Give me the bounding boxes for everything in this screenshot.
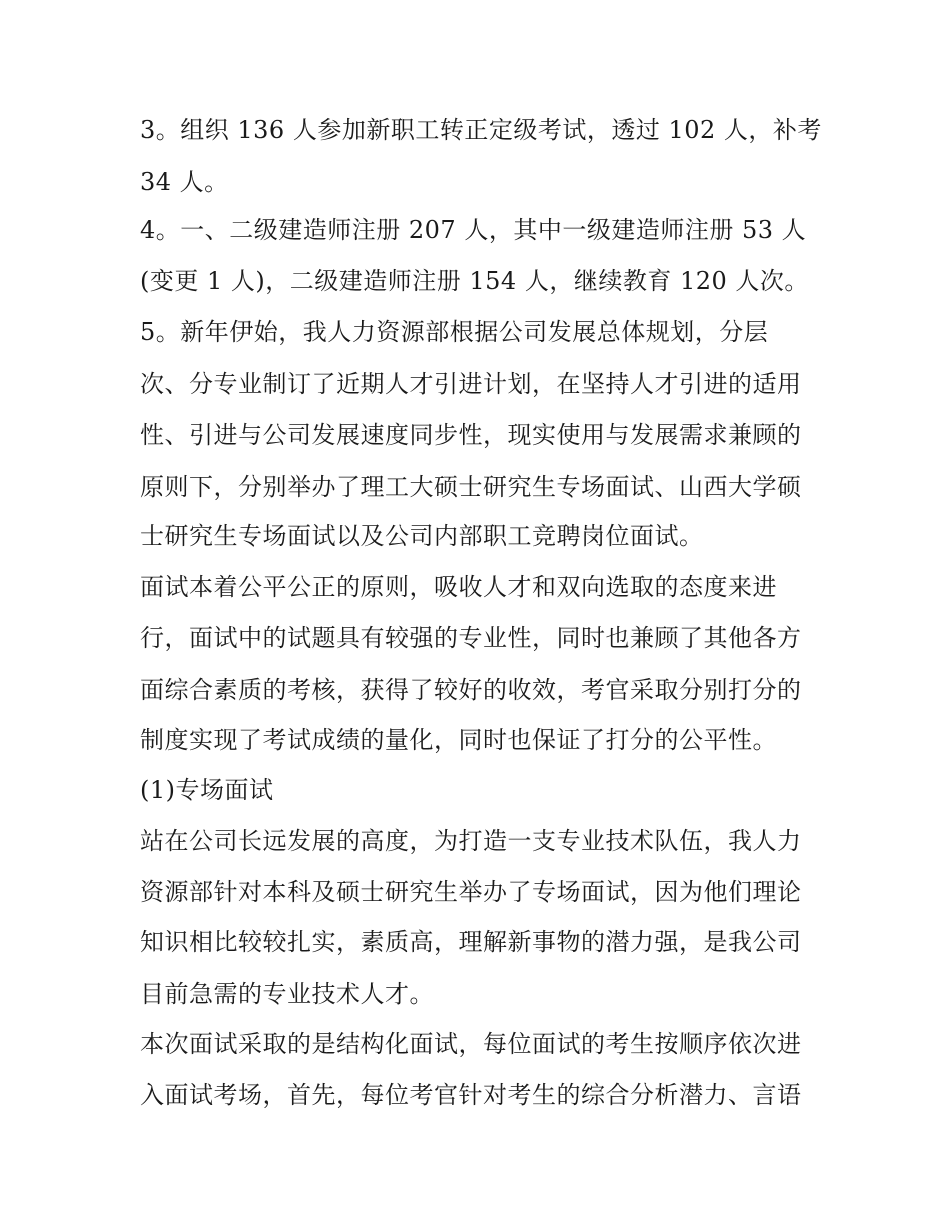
text-line: 制度实现了考试成绩的量化，同时也保证了打分的公平性。 xyxy=(140,726,777,754)
text-line: 原则下，分别举办了理工大硕士研究生专场面试、山西大学硕 xyxy=(140,473,802,501)
section-heading: (1)专场面试 xyxy=(140,776,274,804)
text-line: 4。一、二级建造师注册 207 人，其中一级建造师注册 53 人 xyxy=(140,216,807,244)
text-line: 34 人。 xyxy=(140,168,229,196)
text-line: 3。组织 136 人参加新职工转正定级考试，透过 102 人，补考 xyxy=(140,116,822,144)
text-line: 资源部针对本科及硕士研究生举办了专场面试，因为他们理论 xyxy=(140,878,802,906)
text-line: 面综合素质的考核，获得了较好的收效，考官采取分别打分的 xyxy=(140,676,802,704)
text-line: 性、引进与公司发展速度同步性，现实使用与发展需求兼顾的 xyxy=(140,421,802,449)
text-line: 5。新年伊始，我人力资源部根据公司发展总体规划，分层 xyxy=(140,318,769,346)
text-line: 行，面试中的试题具有较强的专业性，同时也兼顾了其他各方 xyxy=(140,624,802,652)
text-line: (变更 1 人)，二级建造师注册 154 人，继续教育 120 人次。 xyxy=(140,267,809,295)
text-line: 站在公司长远发展的高度，为打造一支专业技术队伍，我人力 xyxy=(140,827,802,855)
text-line: 次、分专业制订了近期人才引进计划，在坚持人才引进的适用 xyxy=(140,370,802,398)
text-line: 知识相比较较扎实，素质高，理解新事物的潜力强，是我公司 xyxy=(140,928,802,956)
text-line: 入面试考场，首先，每位考官针对考生的综合分析潜力、言语 xyxy=(140,1081,802,1109)
text-line: 本次面试采取的是结构化面试，每位面试的考生按顺序依次进 xyxy=(140,1030,802,1058)
text-line: 面试本着公平公正的原则，吸收人才和双向选取的态度来进 xyxy=(140,573,777,601)
text-line: 目前急需的专业技术人才。 xyxy=(140,980,434,1008)
text-line: 士研究生专场面试以及公司内部职工竞聘岗位面试。 xyxy=(140,522,704,550)
